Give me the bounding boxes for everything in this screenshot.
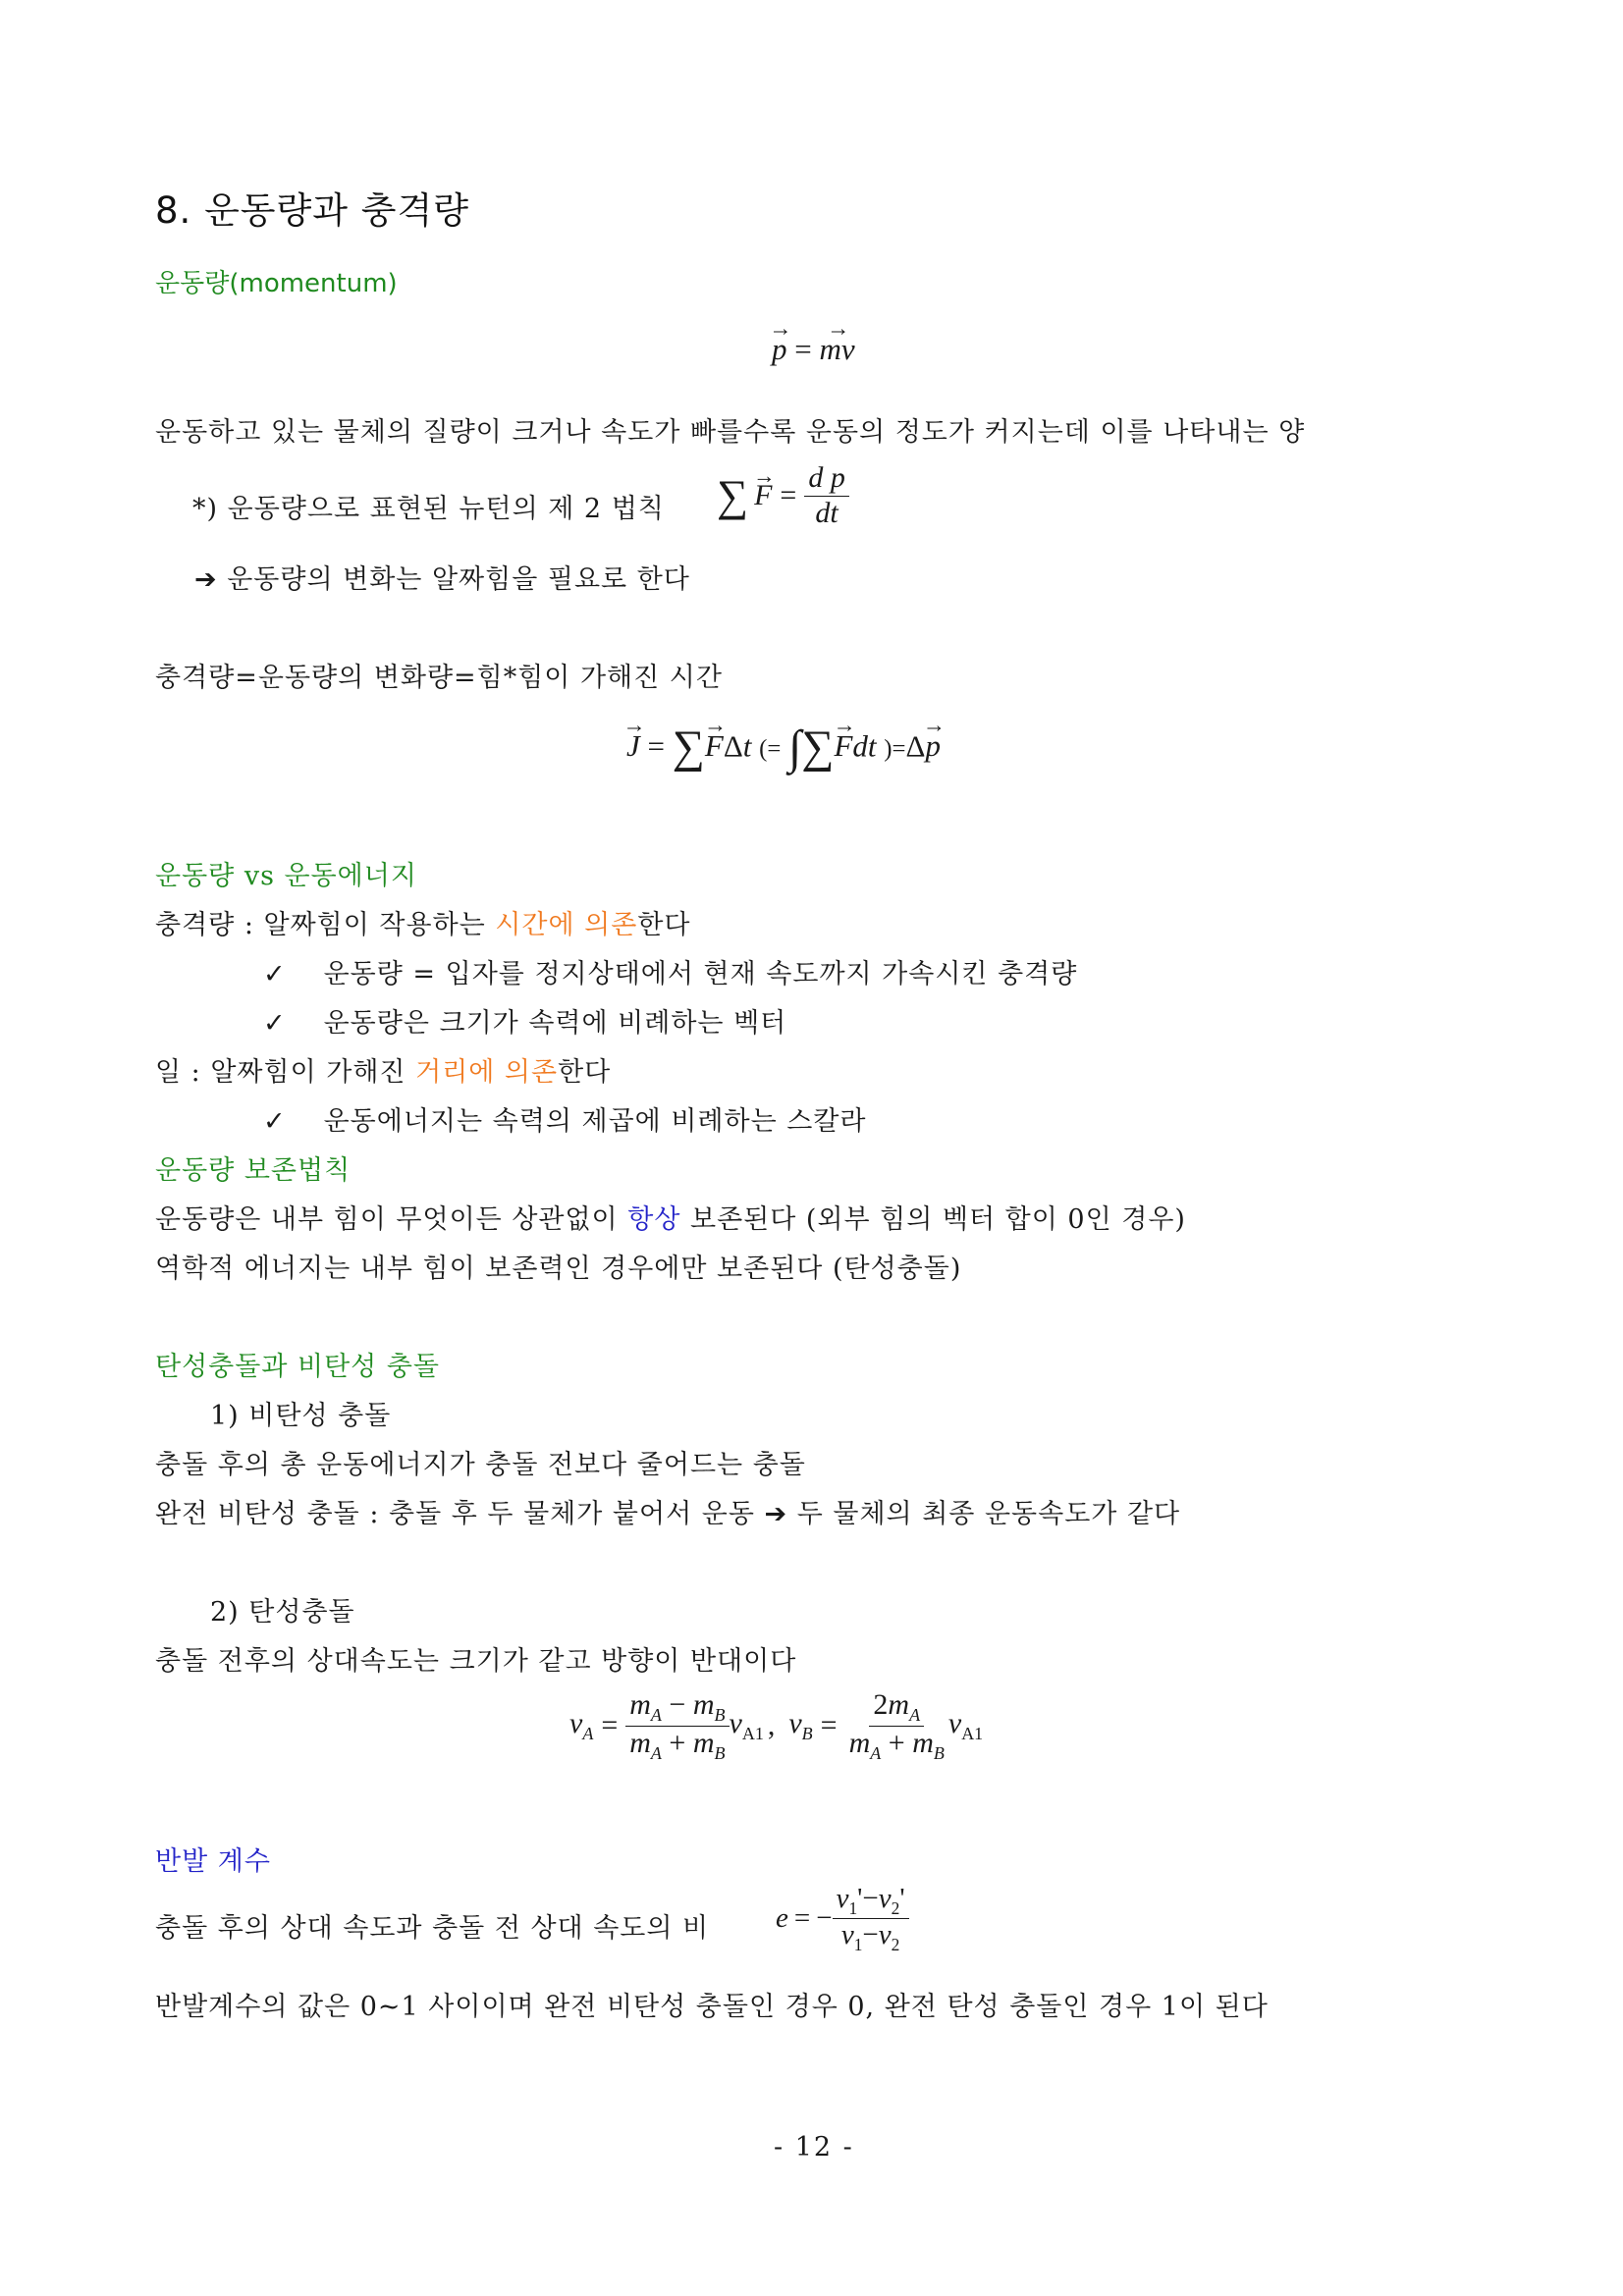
check-item-2: ✓ 운동량은 크기가 속력에 비례하는 벡터 <box>263 1008 787 1039</box>
restitution-definition: 충돌 후의 상대 속도과 충돌 전 상대 속도의 비 <box>155 1913 710 1944</box>
highlight-always: 항상 <box>627 1204 681 1235</box>
derivative-denominator: dt <box>815 496 839 529</box>
highlight-time: 시간에 의존 <box>495 910 638 940</box>
right-arrow-icon: ➔ <box>764 1499 788 1529</box>
page-number: - 12 - <box>774 2132 854 2163</box>
check-item-1: ✓ 운동량 = 입자를 정지상태에서 현재 속도까지 가속시킨 충격량 <box>263 959 1078 989</box>
section-title-restitution: 반발 계수 <box>155 1846 271 1877</box>
section-title-momentum-vs-energy: 운동량 vs 운동에너지 <box>155 861 417 891</box>
net-force-statement: ➔ 운동량의 변화는 알짜힘을 필요로 한다 <box>194 564 690 595</box>
conservation-line-2: 역학적 에너지는 내부 힘이 보존력인 경우에만 보존된다 (탄성충돌) <box>155 1254 962 1284</box>
elastic-velocity-equations: $v_A$ = $\frac{m_A - m_B}{m_A + m_B}$ $v_{A1}$ , $v_B$ = $\frac{2m_A}{m_A + m_B}$ $v_{A1}$ <box>569 1688 984 1763</box>
inelastic-line-1: 충돌 후의 총 운동에너지가 충돌 전보다 줄어드는 충돌 <box>155 1450 806 1480</box>
highlight-distance: 거리에 의존 <box>415 1057 559 1088</box>
restitution-range: 반발계수의 값은 0~1 사이이며 완전 비탄성 충돌인 경우 0, 완전 탄성 충돌인 경우 1이 된다 <box>155 1992 1269 2022</box>
inelastic-line-2: 완전 비탄성 충돌 : 충돌 후 두 물체가 붙어서 운동 ➔ 두 물체의 최종 운동속도가 같다 <box>155 1499 1181 1529</box>
section-title-momentum: 운동량(momentum) <box>155 269 398 298</box>
momentum-description: 운동하고 있는 물체의 질량이 크거나 속도가 빠를수록 운동의 정도가 커지는데 이를 나타내는 양 <box>155 417 1306 448</box>
momentum-rhs: → mv <box>819 332 854 367</box>
checkmark-icon: ✓ <box>263 1106 287 1137</box>
subsection-elastic: 2) 탄성충돌 <box>210 1597 355 1628</box>
newton-second-law-note: *) 운동량으로 표현된 뉴턴의 제 2 법칙 <box>192 494 665 524</box>
subsection-inelastic: 1) 비탄성 충돌 <box>210 1401 392 1431</box>
checkmark-icon: ✓ <box>263 1008 287 1039</box>
work-distance-dependence: 일 : 알짜힘이 가해진 거리에 의존한다 <box>155 1057 612 1088</box>
page-title: 8. 운동량과 충격량 <box>155 189 470 232</box>
section-title-collisions: 탄성충돌과 비탄성 충돌 <box>155 1352 440 1382</box>
elastic-line-1: 충돌 전후의 상대속도는 크기가 같고 방향이 반대이다 <box>155 1646 797 1677</box>
right-arrow-icon: ➔ <box>194 564 218 595</box>
momentum-symbol: → p <box>772 332 787 367</box>
section-title-conservation: 운동량 보존법칙 <box>155 1155 352 1186</box>
impulse-time-dependence: 충격량 : 알짜힘이 작용하는 시간에 의존한다 <box>155 910 691 940</box>
conservation-line-1: 운동량은 내부 힘이 무엇이든 상관없이 항상 보존된다 (외부 힘의 벡터 합이 0인 경우) <box>155 1204 1186 1235</box>
checkmark-icon: ✓ <box>263 959 287 989</box>
derivative-numerator: d p <box>804 461 849 497</box>
check-item-3: ✓ 운동에너지는 속력의 제곱에 비례하는 스칼라 <box>263 1106 867 1137</box>
restitution-equation: e = − $\frac{v_1'-v_2'}{v_1-v_2}$ <box>776 1883 909 1954</box>
momentum-equation: → p = → mv <box>772 332 855 367</box>
impulse-equation: → J = ∑→ FΔt (= ∫∑→ Fdt )=Δ→ p <box>626 721 941 774</box>
newton-second-law-equation: ∑ → F = $\frac{\text{d p}}{dt}$ <box>717 461 849 530</box>
impulse-definition: 충격량=운동량의 변화량=힘*힘이 가해진 시간 <box>155 663 723 693</box>
